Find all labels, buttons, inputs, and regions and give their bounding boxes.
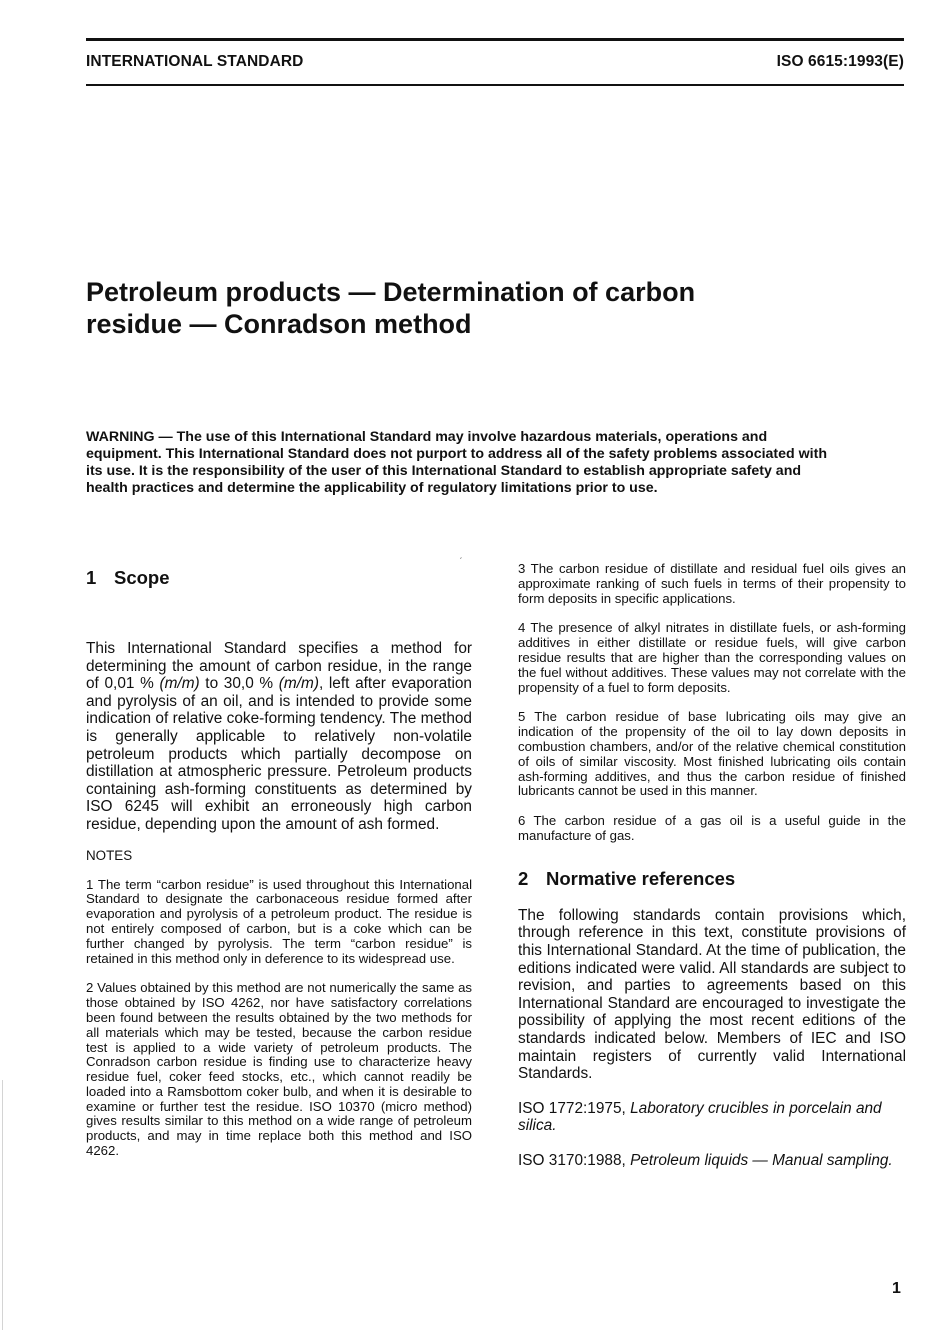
note-1: 1 The term “carbon residue” is used throughout this International Standard to designate the carbonaceous residue formed after evaporation and pyrolysis of a petroleum product. The residue is not entirely composed of carbon, but is a coke which can be further changed by pyrolysis. The term “carbon residue” is retained in this method only in deference to its widespread use. xyxy=(86,876,472,966)
scope-unit-1: (m/m) xyxy=(159,675,200,693)
section-1-heading xyxy=(86,567,472,589)
note-6: 6 The carbon residue of a gas oil is a useful guide in the manufacture of gas. xyxy=(518,813,906,843)
title-line-1: Petroleum products — Determination of carbon xyxy=(86,277,696,307)
reference-2-code: ISO 3170:1988, xyxy=(518,1151,631,1169)
reference-iso-1772 xyxy=(518,1100,906,1135)
reference-iso-3170 xyxy=(518,1152,906,1170)
section-2-title: Normative references xyxy=(546,867,736,889)
note-3: 3 The carbon residue of distillate and residual fuel oils gives an approximate ranking of such fuels in terms of their propensity to form deposits in specific applications. xyxy=(518,561,906,606)
note-4: 4 The presence of alkyl nitrates in distillate fuels, or ash-forming additives in either distillate or residue fuels, will give carbon residue results that are higher than the corresponding values on the fuel without additives. These values may not correlate with the propensity of a fuel to form deposits. xyxy=(518,620,906,695)
section-2-heading xyxy=(518,868,906,890)
note-2: 2 Values obtained by this method are not numerically the same as those obtained by ISO 4262, nor have satisfactory correlations been found between the results obtained by the two methods for all materials which may be tested, because the carbon residue test is applied to a wide variety of petroleum products. The Conradson carbon residue is finding use to characterize heavy residue fuel, coker feed stocks, etc., which cannot readily be loaded into a Ramsbottom coker bulb, and when it is desirable to examine or further test the residue. ISO 10370 (micro method) gives results similar to this method on a wide range of petroleum products, and may in time replace both this method and ISO 4262. xyxy=(86,980,472,1159)
header-rule-top xyxy=(86,38,904,41)
reference-2-title: Petroleum liquids — Manual sampling. xyxy=(630,1151,893,1169)
page-number: 1 xyxy=(892,1280,901,1297)
reference-1-title: Laboratory crucibles in porcelain and silica. xyxy=(518,1099,882,1135)
section-1-number: 1 xyxy=(86,567,97,588)
header-standard-number: ISO 6615:1993(E) xyxy=(776,53,904,70)
reference-1-code: ISO 1772:1975, xyxy=(518,1099,631,1117)
scope-text-3: , left after evaporation and pyrolysis of an oil, and is intended to provide some indication of relative coke-forming tendency. The method is generally applicable to relatively non-volatile petroleum products which partially decompose on distillation at atmospheric pressure. Petroleum products containing ash-forming constituents as determined by ISO 6245 will exhibit an erroneously high carbon residue, depending upon the amount of ash formed. xyxy=(86,675,472,833)
header-document-type: INTERNATIONAL STANDARD xyxy=(86,53,304,70)
title-line-2: residue — Conradson method xyxy=(86,309,472,339)
scope-paragraph xyxy=(86,640,472,834)
document-title xyxy=(86,276,846,340)
left-column xyxy=(86,560,472,1159)
section-2-number: 2 xyxy=(518,867,529,889)
normative-paragraph: The following standards contain provisions which, through reference in this text, constitute provisions of this International Standard. At the time of publication, the editions indicated were valid. All standards are subject to revision, and parties to agreements based on this International Standard are encouraged to investigate the possibility of applying the most recent editions of the standards indicated below. Members of IEC and ISO maintain registers of currently valid International Standards. xyxy=(518,906,906,1083)
warning-paragraph: WARNING — The use of this International Standard may involve hazardous materials, operations and equipment. This International Standard does not purport to address all of the safety problems associated with its use. It is the responsibility of the user of this International Standard to establish appropriate safety and health practices and determine the applicability of regulatory limitations prior to use. xyxy=(86,429,828,496)
scope-text-2: to 30,0 % xyxy=(199,675,279,693)
scan-mark: ˏ xyxy=(459,549,463,560)
header-rule-bottom xyxy=(86,84,904,86)
right-column xyxy=(518,560,906,1169)
notes-label: NOTES xyxy=(86,847,133,863)
section-1-title: Scope xyxy=(114,567,170,588)
note-5: 5 The carbon residue of base lubricating oils may give an indication of the propensity of the oil to lay down deposits in combustion chambers, and/or of the relative chemical constitution of oils of similar viscosity. Most finished lubricating oils contain ash-forming additives, and thus the carbon residue of finished lubricants cannot be used in this manner. xyxy=(518,709,906,799)
scope-text-1: This International Standard specifies a method for determining the amount of carbon residue, in the range of 0,01 % xyxy=(86,640,472,693)
scan-edge-line xyxy=(2,1080,3,1330)
scope-unit-2: (m/m) xyxy=(278,675,319,693)
